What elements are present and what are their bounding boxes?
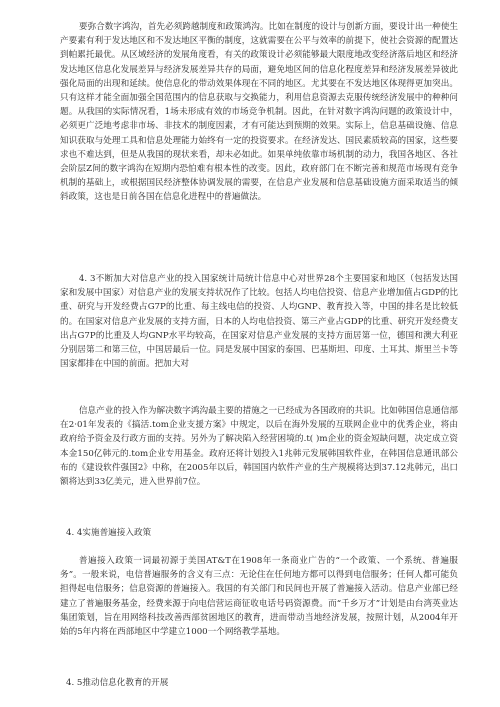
- paragraph-4-3-investment: 4. 3不断加大对信息产业的投入国家统计局统计信息中心对世界28个主要国家和地区（包括发达国家和发展中国家）对信息产业的发展支持状况作了比较。包括人均电信投资、信息产业增加值占GDP的比重、研究与开发经费占G7P的比重、每主线电信的投资、人均GNP、教育投入等，中国的排名是比较低的。在国家对信息产业发展的支持方面，日本的人均电信投资、第三产业占GDP的比重、研究开发经费支出占G7P的比重及人均GNP水平均较高，在国家对信息产业发展的支持方面居第一位，德国和澳大利亚分别居第二和第三位，中国居最后一位。同是发展中国家的泰国、巴基斯坦、印度、土耳其、斯里兰卡等国家都排在中国的前面。把加大对: [60, 274, 458, 370]
- section-heading-4-4: 4. 4实施普遍接入政策: [66, 528, 152, 538]
- paragraph-investment-consensus: 信息产业的投入作为解决数字鸿沟最主要的措施之一已经成为各国政府的共识。比如韩国信息通信部在2·01年发表的《搞活.tom企业支援方案》中规定，以后在海外发展的互联网企业中的优秀企业，将由政府给予资金及行政方面的支持。另外为了解决陷入经营困境的.t( )m企业的资金短缺问题，决定成立资本金150亿韩元的.tom企业专用基金。政府还将计划投入1兆韩元发展韩国软件业，在韩国信息通讯部公布的《建设软件强国2》中称，在2005年以后，韩国国内软件产业的生产规模将达到37.12兆韩元，出口额将达到33亿美元，进入世界前7位。: [60, 406, 458, 488]
- paragraph-policy-gap: 要弥合数字鸿沟，首先必须跨越制度和政策鸿沟。比如在制度的设计与创新方面，要设计出一种使生产要素有利于发达地区和不发达地区平衡的制度，这就需要在公平与效率的前提下，使社会资源的配置达到帕累托最优。从区域经济的发展角度看，有关的政策设计必须能够最大限度地改变经济落后地区和经济发达地区信息化发展差异与经济发展差异共存的局面，避免地区间的信息化程度差异和经济发展差异彼此强化局面的出现和延续。使信息化的带动效果体现在不同的地区。尤其要在不发达地区体现得更加突出。只有这样才能全面加强全国范围内的信息获取与交换能力，利用信息资源去克服传统经济发展中的种种问题。从我国的实际情况看，1场未形成有效的市场竞争机制。因此，在针对数字鸿沟问题的政策设计中，必须更广泛地考虑非市场、非技术的制度因素，才有可能达到预期的效果。实际上，信息基础设施、信息知识获取与处理工具和信息处理能力始终有一定的投资要求。在经济发达、国民素质较高的国家，这些要求也不难达到，但是从我国的现状来看，却未必如此。如果单纯依靠市场机制的动力，我国各地区、各社会阶层Z间的数字鸿沟在短期内恐怕难有根本性的改变。因此，政府部门在不断完善和规范市场现有竞争机制的基础上，或根据国民经济整体协调发展的需要，在信息产业发展和信息基础设施方面采取适当的倾斜政策，这也是日前各国在信息化进程中的普遍做法。: [60, 22, 458, 203]
- section-heading-4-5: 4. 5推动信息化教育的开展: [66, 678, 169, 688]
- paragraph-universal-access: 普遍接入政策一词最初源于美国AT&T在1908年一条商业广告的“一个政策、一个系统、普遍服务”。一般来说，电信普遍服务的含义有三点：无论住在任何地方都可以得到电信服务；任何人都可能负担得起电信服务；信息资源的普遍接入。我国的有关部门和民间也开展了普遍接入活动。信息产业部已经建立了普遍服务基金，经费来源于向电信营运商征收电话号码资源费。而“千乡万才”计划是由台湾英业达集团策划，旨在用网络科技改善西部贫困地区的教育，进而带动当地经济发展，按照计划，从2004年开始的5年内将在西部地区中学建立1000一个网络教学基地。: [60, 556, 458, 638]
